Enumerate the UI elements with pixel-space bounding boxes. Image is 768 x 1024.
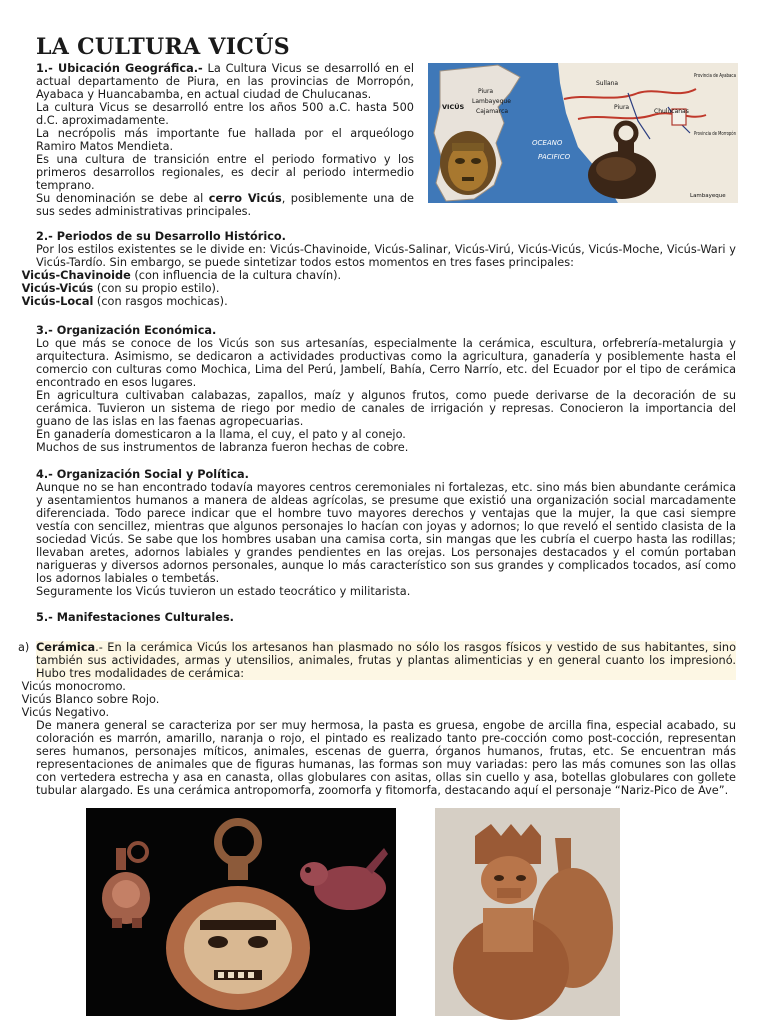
ubicacion-paragraph-2: La cultura Vicus se desarrolló entre los años 500 a.C. hasta 500 d.C. aproximadamente. <box>36 101 414 127</box>
list-marker-a: a) <box>18 641 30 654</box>
ubicacion-paragraph-3: La necrópolis más importante fue hallada por el arqueólogo Ramiro Matos Mendieta. <box>36 127 414 153</box>
ceramics-photo-left <box>86 808 396 1016</box>
map-label-piura: Piura <box>478 88 494 95</box>
ceramica-paragraph: Cerámica.- En la cerámica Vicús los artesanos han plasmado no sólo los rasgos físicos y vestido de sus habitantes, sino también sus actividades, armas y utensilios, animales, frutas y plantas alimenticias y en general cuanto los impresionó. Hubo tres modalidades de cerámica: <box>36 641 736 680</box>
map-label-lambayeque-right: Lambayeque <box>690 193 726 199</box>
manifestaciones-heading: 5.- Manifestaciones Culturales. <box>36 611 234 624</box>
map-label-cajamarca: Cajamarca <box>476 108 509 115</box>
map-label-prov-ayabaca: Provincia de Ayabaca <box>694 73 736 79</box>
map-label-pacifico: PACIFICO <box>538 153 571 161</box>
page-title: LA CULTURA VICÚS <box>36 34 290 60</box>
economica-paragraph-4: Muchos de sus instrumentos de labranza fueron hechas de cobre. <box>36 441 409 454</box>
list-item: Vicús-Vicús (con su propio estilo). <box>21 282 220 295</box>
gold-face-artifact <box>440 131 496 195</box>
economica-paragraph-1: Lo que más se conoce de los Vicús son sus artesanías, especialmente la cerámica, escultura, orfebrería-metalurgia y arquitectura. Asimismo, se dedicaron a actividades productivas como la agricultura, ganadería y posiblemente hasta el comercio con culturas como Mochica, Lima del Perú, Jambelí, Bahía, Cerro Narrío, etc. del Ecuador por el tipo de cerámica encontrado en esos lugares. <box>36 337 736 389</box>
face-vessel-center <box>166 822 310 1010</box>
economica-heading: 3.- Organización Económica. <box>36 324 217 337</box>
vicus-map-image <box>428 63 756 203</box>
map-label-lambayeque: Lambayeque <box>472 98 511 105</box>
section-social <box>36 468 736 598</box>
social-heading: 4.- Organización Social y Política. <box>36 468 249 481</box>
map-label-chulucanas: Chulucanas <box>654 108 689 115</box>
list-item: Vicús-Chavinoide (con influencia de la cultura chavín). <box>21 269 342 282</box>
list-item: Vicús Blanco sobre Rojo. <box>21 693 160 706</box>
periodos-heading: 2.- Periodos de su Desarrollo Histórico. <box>36 230 286 243</box>
map-illustration <box>428 63 756 203</box>
ubicacion-heading: 1.- Ubicación Geográfica.- <box>36 62 203 75</box>
list-item: Vicús monocromo. <box>21 680 126 693</box>
ubicacion-paragraph-1: 1.- Ubicación Geográfica.- La Cultura Vicus se desarrolló en el actual departamento de Piura, en las provincias de Morropón, Ayabaca y Huancabamba, en actual ciudad de Chulucanas. <box>36 62 414 101</box>
ubicacion-paragraph-5: Su denominación se debe al cerro Vicús, posiblemente una de sus sedes administrativas principales. <box>36 192 415 218</box>
map-label-prov-morropon: Provincia de Morropón <box>694 131 756 137</box>
map-label-sullana: Sullana <box>596 80 619 87</box>
economica-paragraph-3: En ganadería domesticaron a la llama, el cuy, el pato y al conejo. <box>36 428 406 441</box>
section-manifestaciones <box>36 611 736 624</box>
list-item: Vicús-Local (con rasgos mochicas). <box>21 295 228 308</box>
ubicacion-paragraph-4: Es una cultura de transición entre el periodo formativo y los primeros desarrollos regionales, es decir al periodo intermedio temprano. <box>36 153 414 192</box>
ceramica-description: De manera general se caracteriza por ser muy hermosa, la pasta es gruesa, engobe de arcilla fina, especial acabado, su coloración es marrón, amarillo, naranja o rojo, el pintado es realizado tanto pre-cocción como post-cocción, representan seres humanos, personajes míticos, animales, escenas de guerra, órganos humanos, frutas, etc. Se encuentran más representaciones de animales que de figuras humanas, las formas son muy variadas: pero las más comunes son las ollas con vertedera estrecha y asa en canasta, ollas globulares con asitas, ollas sin cuello y asa, botellas globulares con gollete tubular alargado. Es una cerámica antropomorfa, zoomorfa y fitomorfa, destacando aquí el personaje “Nariz-Pico de Ave”. <box>36 719 736 797</box>
section-periodos <box>21 230 736 308</box>
social-paragraph-2: Seguramente los Vicús tuvieron un estado teocrático y militarista. <box>36 585 411 598</box>
map-label-vicus: VICÚS <box>442 103 465 111</box>
social-paragraph-1: Aunque no se han encontrado todavía mayores centros ceremoniales ni fortalezas, etc. sino más bien abundante cerámica y asentamientos humanos a manera de aldeas agrícolas, se presume que existió una organización social marcadamente diferenciada. Todo parece indicar que el hombre tuvo mayores derechos y ventajas que la mujer, la que casi siempre vestía con sencillez, mientras que algunos personajes lo hacían con joyas y adornos; lo que reveló el sentido clasista de la sociedad Vicús. Se sabe que los hombres usaban una camisa corta, sin mangas que les cubría el cuerpo hasta las rodillas; llevaban aretes, adornos labiales y grandes pendientes en las orejas. Los personajes destacados y el común portaban narigueras y diversos adornos personales, aunque lo más característico son sus grandes y complicados tocados, así como los adornos labiales o tembetás. <box>36 481 736 585</box>
section-economica <box>36 324 736 454</box>
periodos-bullet-list <box>21 269 736 308</box>
map-label-piura-right: Piura <box>614 104 630 111</box>
ceramica-item <box>18 641 736 797</box>
ceramica-bullet-list <box>21 680 736 719</box>
economica-paragraph-2: En agricultura cultivaban calabazas, zapallos, maíz y algunos frutos, como puede derivarse de la decoración de su cerámica. Tuvieron un sistema de riego por medio de canales de irrigación y represas. Conocieron la importancia del guano de las islas en las faenas agropecuarias. <box>36 389 736 428</box>
bird-vessel-left <box>102 843 150 928</box>
animal-vessel-right <box>300 848 388 910</box>
ceramics-photo-right <box>435 808 620 1016</box>
list-item: Vicús Negativo. <box>21 706 110 719</box>
section-ubicacion <box>36 62 414 218</box>
map-label-oceano: OCEANO <box>532 139 563 147</box>
periodos-paragraph: Por los estilos existentes se le divide en: Vicús-Chavinoide, Vicús-Salinar, Vicús-Virú, Vicús-Vicús, Vicús-Moche, Vicús-Wari y Vicús-Tardío. Sin embargo, se puede sintetizar todos estos momentos en tres fases principales: <box>36 243 736 269</box>
